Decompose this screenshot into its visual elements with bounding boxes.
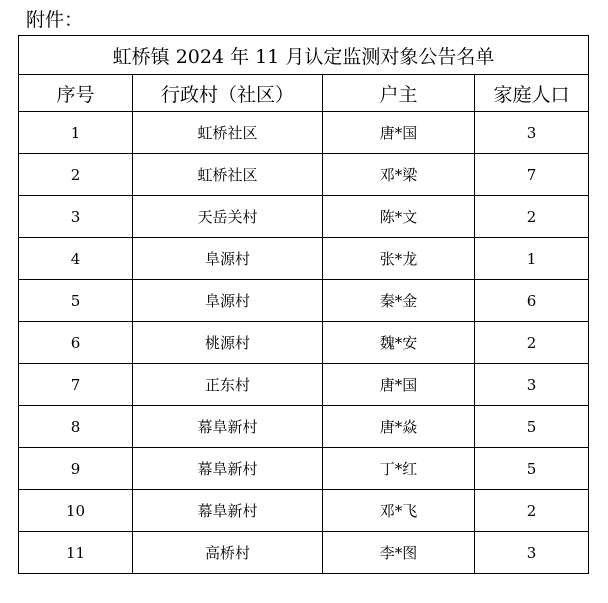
table-row [19, 238, 589, 280]
monitoring-notice-table [18, 35, 589, 574]
cell-householder: 秦*金 [323, 280, 475, 322]
header-householder: 户主 [323, 75, 475, 112]
cell-serial-number: 1 [19, 112, 133, 154]
cell-family-population: 3 [475, 112, 589, 154]
cell-family-population: 2 [475, 490, 589, 532]
table-title-row [19, 36, 589, 75]
cell-family-population: 3 [475, 364, 589, 406]
cell-serial-number: 11 [19, 532, 133, 574]
table-row [19, 112, 589, 154]
cell-village: 幕阜新村 [133, 448, 323, 490]
table-row [19, 364, 589, 406]
cell-householder: 邓*飞 [323, 490, 475, 532]
table-title: 虹桥镇 2024 年 11 月认定监测对象公告名单 [19, 36, 589, 75]
cell-householder: 李*图 [323, 532, 475, 574]
table-row [19, 490, 589, 532]
cell-family-population: 3 [475, 532, 589, 574]
cell-family-population: 5 [475, 406, 589, 448]
cell-village: 幕阜新村 [133, 490, 323, 532]
table-row [19, 406, 589, 448]
cell-serial-number: 9 [19, 448, 133, 490]
cell-family-population: 1 [475, 238, 589, 280]
cell-serial-number: 4 [19, 238, 133, 280]
cell-householder: 唐*焱 [323, 406, 475, 448]
table-row [19, 280, 589, 322]
header-serial-number: 序号 [19, 75, 133, 112]
cell-householder: 唐*国 [323, 112, 475, 154]
header-village: 行政村（社区） [133, 75, 323, 112]
cell-family-population: 6 [475, 280, 589, 322]
cell-householder: 丁*红 [323, 448, 475, 490]
cell-householder: 邓*梁 [323, 154, 475, 196]
cell-family-population: 2 [475, 322, 589, 364]
cell-family-population: 7 [475, 154, 589, 196]
header-family-population: 家庭人口 [475, 75, 589, 112]
table-row [19, 154, 589, 196]
cell-village: 阜源村 [133, 238, 323, 280]
cell-serial-number: 2 [19, 154, 133, 196]
table-row [19, 196, 589, 238]
cell-family-population: 2 [475, 196, 589, 238]
table-row [19, 532, 589, 574]
cell-serial-number: 6 [19, 322, 133, 364]
cell-serial-number: 5 [19, 280, 133, 322]
table-row [19, 448, 589, 490]
cell-serial-number: 8 [19, 406, 133, 448]
cell-serial-number: 7 [19, 364, 133, 406]
cell-village: 虹桥社区 [133, 154, 323, 196]
cell-serial-number: 3 [19, 196, 133, 238]
cell-village: 阜源村 [133, 280, 323, 322]
cell-householder: 张*龙 [323, 238, 475, 280]
cell-family-population: 5 [475, 448, 589, 490]
cell-serial-number: 10 [19, 490, 133, 532]
cell-village: 桃源村 [133, 322, 323, 364]
cell-householder: 唐*国 [323, 364, 475, 406]
cell-village: 正东村 [133, 364, 323, 406]
cell-village: 高桥村 [133, 532, 323, 574]
cell-village: 天岳关村 [133, 196, 323, 238]
cell-householder: 魏*安 [323, 322, 475, 364]
attachment-label: 附件： [26, 9, 84, 31]
cell-village: 幕阜新村 [133, 406, 323, 448]
cell-householder: 陈*文 [323, 196, 475, 238]
table-header-row [19, 75, 589, 112]
cell-village: 虹桥社区 [133, 112, 323, 154]
table-row [19, 322, 589, 364]
